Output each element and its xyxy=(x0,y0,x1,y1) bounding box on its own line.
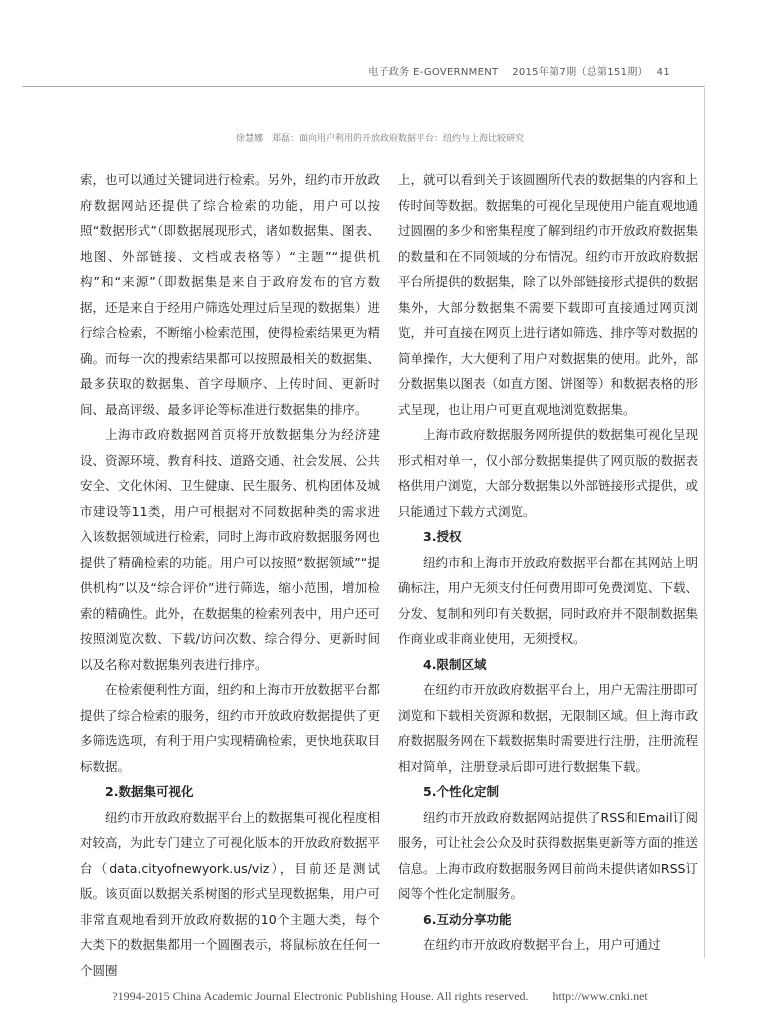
copyright-footer: ?1994-2015 China Academic Journal Electronic Publishing House. All rights reserved. http://www.cnki.net xyxy=(112,989,648,1003)
header-rule xyxy=(22,86,705,87)
right-column xyxy=(398,167,698,958)
left-column xyxy=(80,167,380,983)
paragraph: 在纽约市开放政府数据平台上，用户可通过 xyxy=(423,937,661,952)
section-heading: 6.互动分享功能 xyxy=(423,911,512,927)
journal-name: 电子政务 E-GOVERNMENT xyxy=(368,67,499,78)
section-heading: 3.授权 xyxy=(423,529,462,544)
paragraph: 纽约市开放政府数据网站提供了RSS和Email订阅服务，可让社会公众及时获得数据集更新等方面的推送信息。上海市政府数据服务网目前尚未提供诸如RSS订阅等个性化定制服务。 xyxy=(398,809,699,901)
paragraph: 上海市政府数据服务网所提供的数据集可视化呈现形式相对单一，仅小部分数据集提供了网页版的数据表格供用户浏览，大部分数据集以外部链接形式提供，或只能通过下载方式浏览。 xyxy=(398,427,699,519)
paragraph: 上，就可以看到关于该圆圈所代表的数据集的内容和上传时间等数据。数据集的可视化呈现使用户能直观地通过圆圈的多少和密集程度了解到纽约市开放政府数据集的数量和在不同领域的分布情况。纽约市开放政府数据平台所提供的数据集，除了以外部链接形式提供的数据集外，大部分数据集不需要下载即可直接通过网页浏览，并可直接在网页上进行诸如筛选、排序等对数据的简单操作，大大便利了用户对数据集的使用。此外，部分数据集以图表（如直方图、饼图等）和数据表格的形式呈现，也让用户可更直观地浏览数据集。 xyxy=(398,172,699,417)
paragraph: 索，也可以通过关键词进行检索。另外，纽约市开放政府数据网站还提供了综合检索的功能，用户可以按照“数据形式”（即数据展现形式，诸如数据集、图表、地图、外部链接、文档或表格等）“主题”“提供机构”和“来源”（即数据集是来自于政府发布的官方数据，还是来自于经用户筛选处理过后呈现的数据集）进行综合检索，不断缩小检索范围，使得检索结果更为精确。而每一次的搜索结果都可以按照最相关的数据集、最多获取的数据集、首字母顺序、上传时间、更新时间、最高评级、最多评论等标准进行数据集的排序。 xyxy=(80,172,381,417)
paragraph: 在纽约市开放政府数据平台上，用户无需注册即可浏览和下载相关资源和数据，无限制区域。但上海市政府数据服务网在下载数据集时需要进行注册，注册流程相对简单，注册登录后即可进行数据集下载。 xyxy=(398,682,699,774)
issue-info: 2015年第7期（总第151期） xyxy=(512,67,643,78)
paragraph: 在检索便利性方面，纽约和上海市开放数据平台都提供了综合检索的服务，纽约市开放政府数据提供了更多筛选选项，有利于用户实现精确检索，更快地获取目标数据。 xyxy=(80,682,381,774)
section-heading: 2.数据集可视化 xyxy=(105,784,194,799)
paragraph: 纽约市和上海市开放政府数据平台都在其网站上明确标注，用户无须支付任何费用即可免费浏览、下载、分发、复制和列印有关数据，同时政府并不限制数据集作商业或非商业使用，无须授权。 xyxy=(398,554,699,646)
margin-rule xyxy=(704,88,705,958)
paragraph: 上海市政府数据网首页将开放数据集分为经济建设、资源环境、教育科技、道路交通、社会发展、公共安全、文化休闲、卫生健康、民生服务、机构团体及城市建设等11类，用户可根据对不同数据种类的需求进入该数据领域进行检索，同时上海市政府数据服务网也提供了精确检索的功能。用户可以按照“数据领域”“提供机构”以及“综合评价”进行筛选，缩小范围，增加检索的精确性。此外，在数据集的检索列表中，用户还可按照浏览次数、下载/访问次数、综合得分、更新时间以及名称对数据集列表进行排序。 xyxy=(80,427,381,672)
page-number: 41 xyxy=(656,67,670,78)
paragraph: 纽约市开放政府数据平台上的数据集可视化程度相对较高，为此专门建立了可视化版本的开放政府数据平台（data.cityofnewyork.us/viz），目前还是测试版。该页面以数据关系树图的形式呈现数据集，用户可非常直观地看到开放政府数据的10个主题大类，每个大类下的数据集都用一个圆圈表示，将鼠标放在任何一个圆圈 xyxy=(80,809,381,978)
running-title: 徐慧娜 郑磊：面向用户利用的开放政府数据平台：纽约与上海比较研究 xyxy=(235,134,524,144)
section-heading: 4.限制区域 xyxy=(423,656,487,672)
section-heading: 5.个性化定制 xyxy=(423,784,499,799)
page-header xyxy=(368,63,670,78)
